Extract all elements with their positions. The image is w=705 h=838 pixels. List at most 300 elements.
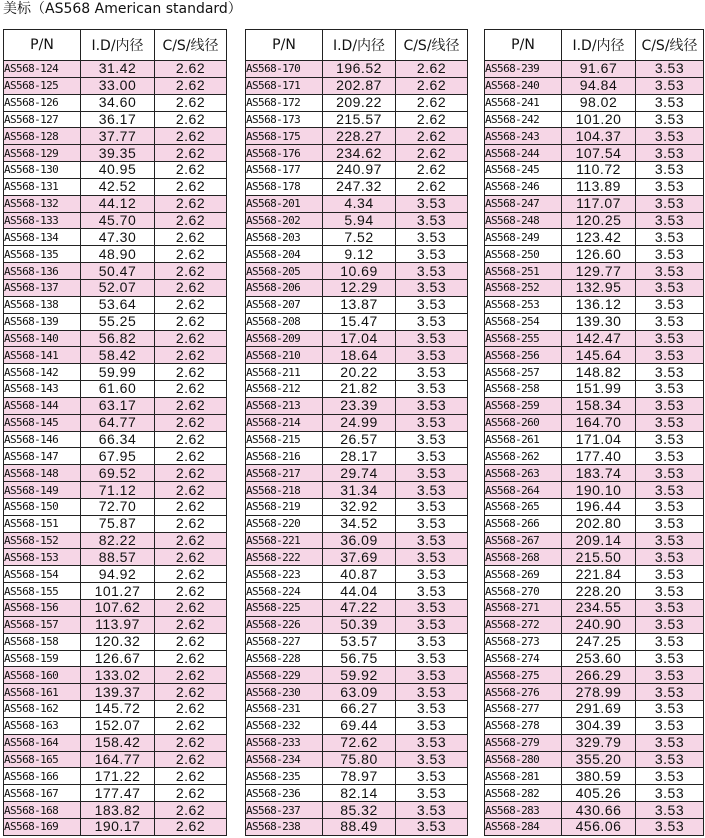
- table-row: [485, 701, 704, 718]
- part-number-cell: AS568-145: [4, 414, 81, 431]
- table-row: [246, 313, 468, 330]
- cross-section-cell: 3.53: [636, 515, 704, 532]
- inner-diameter-cell: 196.52: [323, 61, 396, 78]
- part-number-cell: AS568-162: [4, 701, 81, 718]
- table-row: [4, 330, 227, 347]
- table-row: [4, 768, 227, 785]
- part-number-cell: AS568-242: [485, 111, 562, 128]
- part-number-cell: AS568-240: [485, 77, 562, 94]
- table-row: [485, 482, 704, 499]
- inner-diameter-cell: 123.42: [562, 229, 636, 246]
- part-number-cell: AS568-178: [246, 178, 323, 195]
- cross-section-cell: 3.53: [396, 818, 468, 835]
- inner-diameter-cell: 47.22: [323, 600, 396, 617]
- cross-section-cell: 2.62: [155, 667, 227, 684]
- inner-diameter-cell: 94.84: [562, 77, 636, 94]
- part-number-cell: AS568-235: [246, 768, 323, 785]
- inner-diameter-cell: 113.89: [562, 178, 636, 195]
- table-row: [246, 414, 468, 431]
- table-row: [246, 364, 468, 381]
- part-number-cell: AS568-208: [246, 313, 323, 330]
- part-number-cell: AS568-132: [4, 195, 81, 212]
- cross-section-cell: 3.53: [636, 566, 704, 583]
- inner-diameter-cell: 240.97: [323, 162, 396, 179]
- table-row: [485, 717, 704, 734]
- header-id: I.D/内径: [323, 30, 396, 61]
- table-row: [4, 684, 227, 701]
- inner-diameter-cell: 133.02: [81, 667, 155, 684]
- inner-diameter-cell: 247.25: [562, 633, 636, 650]
- cross-section-cell: 3.53: [396, 364, 468, 381]
- cross-section-cell: 2.62: [155, 330, 227, 347]
- part-number-cell: AS568-224: [246, 583, 323, 600]
- part-number-cell: AS568-264: [485, 482, 562, 499]
- table-row: [485, 600, 704, 617]
- inner-diameter-cell: 107.62: [81, 600, 155, 617]
- table-row: [485, 785, 704, 802]
- cross-section-cell: 3.53: [636, 212, 704, 229]
- part-number-cell: AS568-271: [485, 600, 562, 617]
- inner-diameter-cell: 7.52: [323, 229, 396, 246]
- part-number-cell: AS568-147: [4, 448, 81, 465]
- inner-diameter-cell: 5.94: [323, 212, 396, 229]
- table-row: [4, 431, 227, 448]
- part-number-cell: AS568-176: [246, 145, 323, 162]
- inner-diameter-cell: 120.25: [562, 212, 636, 229]
- part-number-cell: AS568-233: [246, 734, 323, 751]
- cross-section-cell: 3.53: [636, 94, 704, 111]
- table-row: [4, 296, 227, 313]
- cross-section-cell: 3.53: [396, 802, 468, 819]
- inner-diameter-cell: 196.44: [562, 498, 636, 515]
- inner-diameter-cell: 183.74: [562, 465, 636, 482]
- cross-section-cell: 3.53: [396, 785, 468, 802]
- inner-diameter-cell: 28.17: [323, 448, 396, 465]
- inner-diameter-cell: 171.22: [81, 768, 155, 785]
- table-row: [246, 532, 468, 549]
- inner-diameter-cell: 72.62: [323, 734, 396, 751]
- table-row: [246, 515, 468, 532]
- part-number-cell: AS568-267: [485, 532, 562, 549]
- table-row: [246, 684, 468, 701]
- inner-diameter-cell: 36.17: [81, 111, 155, 128]
- cross-section-cell: 3.53: [636, 431, 704, 448]
- inner-diameter-cell: 18.64: [323, 347, 396, 364]
- part-number-cell: AS568-274: [485, 650, 562, 667]
- table-row: [4, 178, 227, 195]
- part-number-cell: AS568-209: [246, 330, 323, 347]
- cross-section-cell: 3.53: [396, 431, 468, 448]
- cross-section-cell: 3.53: [636, 279, 704, 296]
- part-number-cell: AS568-214: [246, 414, 323, 431]
- cross-section-cell: 3.53: [396, 616, 468, 633]
- inner-diameter-cell: 24.99: [323, 414, 396, 431]
- part-number-cell: AS568-243: [485, 128, 562, 145]
- table-row: [485, 94, 704, 111]
- part-number-cell: AS568-127: [4, 111, 81, 128]
- inner-diameter-cell: 45.70: [81, 212, 155, 229]
- cross-section-cell: 3.53: [396, 532, 468, 549]
- cross-section-cell: 2.62: [155, 246, 227, 263]
- table-row: [4, 279, 227, 296]
- part-number-cell: AS568-161: [4, 684, 81, 701]
- part-number-cell: AS568-213: [246, 397, 323, 414]
- inner-diameter-cell: 78.97: [323, 768, 396, 785]
- cross-section-cell: 2.62: [155, 212, 227, 229]
- part-number-cell: AS568-163: [4, 717, 81, 734]
- cross-section-cell: 3.53: [396, 717, 468, 734]
- part-number-cell: AS568-210: [246, 347, 323, 364]
- part-number-cell: AS568-143: [4, 381, 81, 398]
- cross-section-cell: 3.53: [396, 330, 468, 347]
- part-number-cell: AS568-177: [246, 162, 323, 179]
- part-number-cell: AS568-268: [485, 549, 562, 566]
- part-number-cell: AS568-140: [4, 330, 81, 347]
- cross-section-cell: 3.53: [636, 532, 704, 549]
- inner-diameter-cell: 98.02: [562, 94, 636, 111]
- table-row: [246, 785, 468, 802]
- part-number-cell: AS568-202: [246, 212, 323, 229]
- part-number-cell: AS568-229: [246, 667, 323, 684]
- table-row: [246, 212, 468, 229]
- cross-section-cell: 3.53: [396, 448, 468, 465]
- part-number-cell: AS568-231: [246, 701, 323, 718]
- inner-diameter-cell: 380.59: [562, 768, 636, 785]
- part-number-cell: AS568-201: [246, 195, 323, 212]
- inner-diameter-cell: 13.87: [323, 296, 396, 313]
- inner-diameter-cell: 209.22: [323, 94, 396, 111]
- cross-section-cell: 3.53: [396, 279, 468, 296]
- cross-section-cell: 3.53: [396, 734, 468, 751]
- part-number-cell: AS568-266: [485, 515, 562, 532]
- inner-diameter-cell: 113.97: [81, 616, 155, 633]
- table-row: [485, 263, 704, 280]
- part-number-cell: AS568-270: [485, 583, 562, 600]
- table-row: [485, 751, 704, 768]
- table-row: [4, 465, 227, 482]
- inner-diameter-cell: 34.52: [323, 515, 396, 532]
- inner-diameter-cell: 21.82: [323, 381, 396, 398]
- part-number-cell: AS568-269: [485, 566, 562, 583]
- table-row: [246, 650, 468, 667]
- inner-diameter-cell: 430.66: [562, 802, 636, 819]
- table-row: [4, 717, 227, 734]
- cross-section-cell: 2.62: [155, 414, 227, 431]
- cross-section-cell: 2.62: [155, 482, 227, 499]
- inner-diameter-cell: 202.87: [323, 77, 396, 94]
- cross-section-cell: 2.62: [155, 111, 227, 128]
- cross-section-cell: 3.53: [636, 195, 704, 212]
- inner-diameter-cell: 59.99: [81, 364, 155, 381]
- inner-diameter-cell: 209.14: [562, 532, 636, 549]
- inner-diameter-cell: 67.95: [81, 448, 155, 465]
- cross-section-cell: 3.53: [396, 296, 468, 313]
- cross-section-cell: 3.53: [396, 701, 468, 718]
- table-row: [485, 330, 704, 347]
- cross-section-cell: 2.62: [396, 61, 468, 78]
- cross-section-cell: 3.53: [636, 616, 704, 633]
- inner-diameter-cell: 117.07: [562, 195, 636, 212]
- part-number-cell: AS568-133: [4, 212, 81, 229]
- inner-diameter-cell: 63.17: [81, 397, 155, 414]
- header-pn: P/N: [246, 30, 323, 61]
- table-row: [485, 77, 704, 94]
- cross-section-cell: 2.62: [155, 701, 227, 718]
- inner-diameter-cell: 145.64: [562, 347, 636, 364]
- cross-section-cell: 2.62: [155, 364, 227, 381]
- part-number-cell: AS568-262: [485, 448, 562, 465]
- part-number-cell: AS568-126: [4, 94, 81, 111]
- table-row: [4, 751, 227, 768]
- cross-section-cell: 3.53: [636, 178, 704, 195]
- table-row: [246, 347, 468, 364]
- inner-diameter-cell: 32.92: [323, 498, 396, 515]
- part-number-cell: AS568-172: [246, 94, 323, 111]
- part-number-cell: AS568-284: [485, 818, 562, 835]
- table-row: [246, 178, 468, 195]
- table-row: [485, 195, 704, 212]
- part-number-cell: AS568-247: [485, 195, 562, 212]
- part-number-cell: AS568-244: [485, 145, 562, 162]
- table-row: [485, 145, 704, 162]
- inner-diameter-cell: 39.35: [81, 145, 155, 162]
- part-number-cell: AS568-157: [4, 616, 81, 633]
- inner-diameter-cell: 44.12: [81, 195, 155, 212]
- table-row: [246, 246, 468, 263]
- table-row: [246, 128, 468, 145]
- inner-diameter-cell: 164.77: [81, 751, 155, 768]
- spec-table-1: [3, 29, 227, 836]
- cross-section-cell: 2.62: [155, 145, 227, 162]
- cross-section-cell: 2.62: [155, 263, 227, 280]
- table-row: [485, 515, 704, 532]
- cross-section-cell: 3.53: [636, 701, 704, 718]
- table-row: [485, 532, 704, 549]
- inner-diameter-cell: 456.06: [562, 818, 636, 835]
- cross-section-cell: 2.62: [396, 128, 468, 145]
- table-row: [4, 667, 227, 684]
- part-number-cell: AS568-155: [4, 583, 81, 600]
- inner-diameter-cell: 44.04: [323, 583, 396, 600]
- part-number-cell: AS568-275: [485, 667, 562, 684]
- table-row: [4, 128, 227, 145]
- part-number-cell: AS568-205: [246, 263, 323, 280]
- table-row: [246, 263, 468, 280]
- inner-diameter-cell: 20.22: [323, 364, 396, 381]
- cross-section-cell: 2.62: [155, 431, 227, 448]
- cross-section-cell: 3.53: [396, 549, 468, 566]
- inner-diameter-cell: 64.77: [81, 414, 155, 431]
- table-row: [485, 431, 704, 448]
- table-row: [4, 633, 227, 650]
- table-row: [485, 279, 704, 296]
- part-number-cell: AS568-146: [4, 431, 81, 448]
- inner-diameter-cell: 82.14: [323, 785, 396, 802]
- table-row: [246, 734, 468, 751]
- spec-table-3: [484, 29, 704, 836]
- table-row: [246, 162, 468, 179]
- cross-section-cell: 3.53: [636, 633, 704, 650]
- table-row: [4, 701, 227, 718]
- inner-diameter-cell: 101.20: [562, 111, 636, 128]
- part-number-cell: AS568-136: [4, 263, 81, 280]
- inner-diameter-cell: 221.84: [562, 566, 636, 583]
- cross-section-cell: 3.53: [636, 296, 704, 313]
- inner-diameter-cell: 355.20: [562, 751, 636, 768]
- cross-section-cell: 3.53: [636, 498, 704, 515]
- inner-diameter-cell: 12.29: [323, 279, 396, 296]
- table-row: [485, 667, 704, 684]
- inner-diameter-cell: 58.42: [81, 347, 155, 364]
- table-header-row: [4, 30, 227, 61]
- cross-section-cell: 2.62: [155, 178, 227, 195]
- cross-section-cell: 3.53: [396, 751, 468, 768]
- table-row: [485, 212, 704, 229]
- table-row: [485, 633, 704, 650]
- table-row: [246, 431, 468, 448]
- inner-diameter-cell: 63.09: [323, 684, 396, 701]
- part-number-cell: AS568-280: [485, 751, 562, 768]
- cross-section-cell: 3.53: [396, 482, 468, 499]
- part-number-cell: AS568-167: [4, 785, 81, 802]
- inner-diameter-cell: 17.04: [323, 330, 396, 347]
- part-number-cell: AS568-204: [246, 246, 323, 263]
- table-row: [4, 229, 227, 246]
- cross-section-cell: 3.53: [396, 313, 468, 330]
- table-row: [246, 583, 468, 600]
- table-row: [485, 583, 704, 600]
- inner-diameter-cell: 126.60: [562, 246, 636, 263]
- cross-section-cell: 3.53: [396, 633, 468, 650]
- cross-section-cell: 3.53: [636, 77, 704, 94]
- cross-section-cell: 2.62: [155, 229, 227, 246]
- table-row: [4, 616, 227, 633]
- part-number-cell: AS568-251: [485, 263, 562, 280]
- inner-diameter-cell: 158.42: [81, 734, 155, 751]
- table-header-row: [485, 30, 704, 61]
- inner-diameter-cell: 215.57: [323, 111, 396, 128]
- table-row: [485, 162, 704, 179]
- cross-section-cell: 2.62: [155, 616, 227, 633]
- inner-diameter-cell: 228.20: [562, 583, 636, 600]
- part-number-cell: AS568-273: [485, 633, 562, 650]
- cross-section-cell: 3.53: [636, 768, 704, 785]
- cross-section-cell: 2.62: [155, 684, 227, 701]
- inner-diameter-cell: 291.69: [562, 701, 636, 718]
- inner-diameter-cell: 72.70: [81, 498, 155, 515]
- part-number-cell: AS568-253: [485, 296, 562, 313]
- cross-section-cell: 3.53: [396, 414, 468, 431]
- inner-diameter-cell: 55.25: [81, 313, 155, 330]
- cross-section-cell: 2.62: [155, 802, 227, 819]
- inner-diameter-cell: 158.34: [562, 397, 636, 414]
- part-number-cell: AS568-153: [4, 549, 81, 566]
- table-row: [4, 313, 227, 330]
- cross-section-cell: 2.62: [155, 77, 227, 94]
- part-number-cell: AS568-216: [246, 448, 323, 465]
- cross-section-cell: 2.62: [155, 532, 227, 549]
- part-number-cell: AS568-130: [4, 162, 81, 179]
- inner-diameter-cell: 183.82: [81, 802, 155, 819]
- table-row: [4, 498, 227, 515]
- cross-section-cell: 3.53: [396, 515, 468, 532]
- table-row: [4, 785, 227, 802]
- table-row: [246, 802, 468, 819]
- cross-section-cell: 3.53: [636, 347, 704, 364]
- cross-section-cell: 3.53: [396, 195, 468, 212]
- cross-section-cell: 3.53: [396, 246, 468, 263]
- part-number-cell: AS568-281: [485, 768, 562, 785]
- part-number-cell: AS568-241: [485, 94, 562, 111]
- cross-section-cell: 2.62: [155, 549, 227, 566]
- table-row: [485, 616, 704, 633]
- inner-diameter-cell: 107.54: [562, 145, 636, 162]
- table-row: [485, 414, 704, 431]
- cross-section-cell: 2.62: [155, 717, 227, 734]
- inner-diameter-cell: 132.95: [562, 279, 636, 296]
- table-row: [246, 566, 468, 583]
- table-row: [4, 162, 227, 179]
- inner-diameter-cell: 31.42: [81, 61, 155, 78]
- part-number-cell: AS568-207: [246, 296, 323, 313]
- part-number-cell: AS568-263: [485, 465, 562, 482]
- cross-section-cell: 2.62: [396, 111, 468, 128]
- part-number-cell: AS568-282: [485, 785, 562, 802]
- part-number-cell: AS568-257: [485, 364, 562, 381]
- inner-diameter-cell: 88.57: [81, 549, 155, 566]
- cross-section-cell: 2.62: [155, 313, 227, 330]
- table-header-row: [246, 30, 468, 61]
- cross-section-cell: 3.53: [636, 650, 704, 667]
- inner-diameter-cell: 202.80: [562, 515, 636, 532]
- cross-section-cell: 3.53: [396, 650, 468, 667]
- table-row: [246, 279, 468, 296]
- table-row: [246, 498, 468, 515]
- inner-diameter-cell: 136.12: [562, 296, 636, 313]
- part-number-cell: AS568-134: [4, 229, 81, 246]
- cross-section-cell: 3.53: [636, 734, 704, 751]
- part-number-cell: AS568-238: [246, 818, 323, 835]
- inner-diameter-cell: 36.09: [323, 532, 396, 549]
- inner-diameter-cell: 47.30: [81, 229, 155, 246]
- part-number-cell: AS568-165: [4, 751, 81, 768]
- cross-section-cell: 2.62: [155, 566, 227, 583]
- inner-diameter-cell: 145.72: [81, 701, 155, 718]
- cross-section-cell: 2.62: [155, 347, 227, 364]
- part-number-cell: AS568-154: [4, 566, 81, 583]
- inner-diameter-cell: 405.26: [562, 785, 636, 802]
- table-row: [4, 145, 227, 162]
- part-number-cell: AS568-218: [246, 482, 323, 499]
- inner-diameter-cell: 4.34: [323, 195, 396, 212]
- cross-section-cell: 3.53: [636, 583, 704, 600]
- part-number-cell: AS568-150: [4, 498, 81, 515]
- part-number-cell: AS568-151: [4, 515, 81, 532]
- table-row: [485, 61, 704, 78]
- cross-section-cell: 2.62: [155, 296, 227, 313]
- inner-diameter-cell: 29.74: [323, 465, 396, 482]
- inner-diameter-cell: 253.60: [562, 650, 636, 667]
- inner-diameter-cell: 126.67: [81, 650, 155, 667]
- cross-section-cell: 2.62: [396, 162, 468, 179]
- part-number-cell: AS568-215: [246, 431, 323, 448]
- cross-section-cell: 3.53: [636, 717, 704, 734]
- part-number-cell: AS568-277: [485, 701, 562, 718]
- table-row: [246, 616, 468, 633]
- part-number-cell: AS568-135: [4, 246, 81, 263]
- part-number-cell: AS568-212: [246, 381, 323, 398]
- cross-section-cell: 2.62: [396, 77, 468, 94]
